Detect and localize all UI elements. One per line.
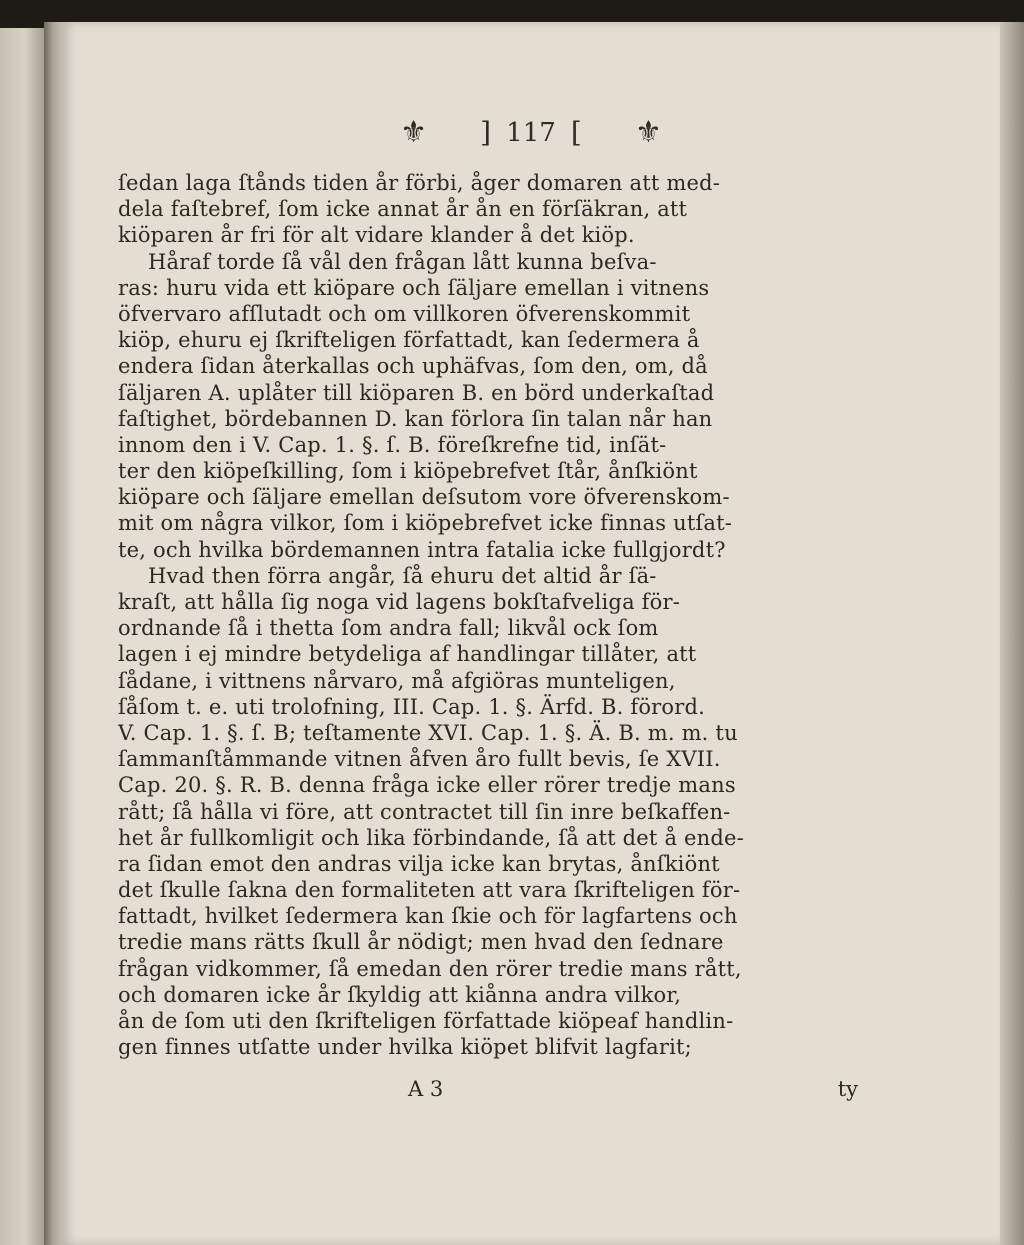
right-page-edge xyxy=(1000,22,1024,1245)
text-line: öfvervaro afſlutadt och om villkoren öfverenskommit xyxy=(118,301,691,326)
text-line: ſådane, i vittnens nårvaro, må afgiöras munteligen, xyxy=(118,668,676,693)
text-line: kraſt, att hålla ſig noga vid lagens bokſtafveliga för- xyxy=(118,590,681,614)
text-line: kiöpare och ſäljare emellan deſsutom vore öfverenskom- xyxy=(118,485,730,510)
page-number: 117 xyxy=(506,117,556,148)
text-line: het år fullkomligit och lika förbindande, ſå att det å ende- xyxy=(118,825,744,850)
text-line: faſtighet, bördebannen D. kan förlora ſin talan når han xyxy=(118,406,713,431)
catchword: ty xyxy=(837,1077,858,1101)
text-line: te, och hvilka bördemannen intra fatalia icke fullgjordt? xyxy=(118,537,726,562)
running-head xyxy=(62,115,1000,155)
body-text xyxy=(118,170,858,1060)
text-line: och domaren icke år ſkyldig att kiånna andra vilkor, xyxy=(118,982,682,1007)
text-line: kiöp, ehuru ej ſkrifteligen författadt, kan ſedermera å xyxy=(118,328,700,353)
text-line: innom den i V. Cap. 1. §. ſ. B. föreſkrefne tid, inſät- xyxy=(118,432,667,457)
page-footer xyxy=(118,1077,858,1107)
text-line: V. Cap. 1. §. ſ. B; teſtamente XVI. Cap. 1. §. Ä. B. m. m. tu xyxy=(118,720,738,745)
text-line: kiöparen år fri för alt vidare klander å det kiöp. xyxy=(118,223,635,248)
text-line: ſammanſtåmmande vitnen åfven åro fullt bevis, ſe XVII. xyxy=(118,747,721,772)
fleuron-left-icon: ⚜ xyxy=(400,115,428,150)
text-line: tredie mans rätts ſkull år nödigt; men hvad den ſednare xyxy=(118,930,724,955)
text-line: frågan vidkommer, ſå emedan den rörer tredie mans rått, xyxy=(118,956,742,981)
text-line: det ſkulle ſakna den formaliteten att vara ſkrifteligen för- xyxy=(118,878,741,903)
text-line: ter den kiöpeſkilling, ſom i kiöpebrefvet ſtår, ånſkiönt xyxy=(118,459,698,484)
text-line: Håraf torde ſå vål den frågan lått kunna beſva- xyxy=(148,249,657,274)
text-line: fattadt, hvilket ſedermera kan ſkie och för lagfartens och xyxy=(118,904,738,929)
text-line: rått; ſå hålla vi före, att contractet till ſin inre beſkaffen- xyxy=(118,799,731,824)
text-line: ån de ſom uti den ſkrifteligen författade kiöpeaf handlin- xyxy=(118,1009,734,1033)
signature-mark: A 3 xyxy=(408,1077,444,1101)
previous-page-edge xyxy=(0,28,44,1245)
text-line: ſedan laga ſtånds tiden år förbi, åger domaren att med- xyxy=(118,171,721,195)
bracket-right: [ xyxy=(570,116,582,149)
fleuron-right-icon: ⚜ xyxy=(634,115,662,150)
text-line: ſäljaren A. uplåter till kiöparen B. en börd underkaſtad xyxy=(118,380,715,405)
text-line: ordnande ſå i thetta ſom andra fall; likvål ock ſom xyxy=(118,616,659,641)
text-line: lagen i ej mindre betydeliga af handlingar tillåter, att xyxy=(118,642,697,667)
text-line: endera ſidan återkallas och uphäfvas, ſom den, om, då xyxy=(118,354,708,379)
text-line: dela faſtebref, ſom icke annat år ån en förſäkran, att xyxy=(118,197,688,222)
book-page xyxy=(62,22,1000,1245)
text-line: Hvad then förra angår, ſå ehuru det altid år ſä- xyxy=(148,563,657,588)
bracket-left: ] xyxy=(480,116,492,149)
text-line: Cap. 20. §. R. B. denna fråga icke eller rörer tredje mans xyxy=(118,773,736,798)
text-line: mit om några vilkor, ſom i kiöpebrefvet icke finnas utſat- xyxy=(118,511,733,536)
text-line: ras: huru vida ett kiöpare och ſäljare emellan i vitnens xyxy=(118,275,710,300)
text-line: gen finnes utſatte under hvilka kiöpet blifvit lagfarit; xyxy=(118,1035,692,1060)
text-line: ſåſom t. e. uti trolofning, III. Cap. 1. §. Ärfd. B. förord. xyxy=(118,694,706,719)
text-line: ra ſidan emot den andras vilja icke kan brytas, ånſkiönt xyxy=(118,851,720,876)
